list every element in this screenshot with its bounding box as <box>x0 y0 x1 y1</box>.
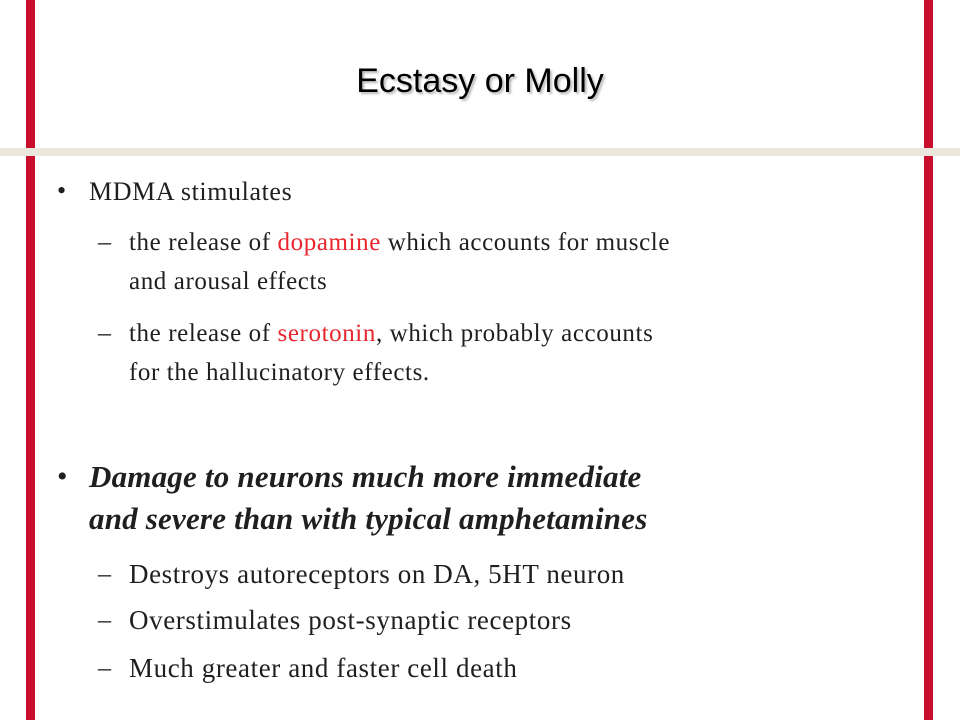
sub-1-2-pre: the release of <box>129 320 278 347</box>
sub-1-2-line1 <box>129 320 653 348</box>
bullet-marker: • <box>57 460 68 493</box>
sub-2-2: Overstimulates post-synaptic receptors <box>129 605 572 635</box>
sub-dash: – <box>98 605 111 634</box>
bullet-2-line2: and severe than with typical amphetamines <box>89 501 648 536</box>
bullet-2-line1: Damage to neurons much more immediate <box>89 459 642 494</box>
slide-title: Ecstasy or Molly <box>356 62 604 100</box>
sub-2-1: Destroys autoreceptors on DA, 5HT neuron <box>129 559 625 589</box>
sub-dash: – <box>98 653 111 682</box>
sub-1-1-line1 <box>129 229 670 257</box>
bullet-1-text: MDMA stimulates <box>89 177 293 206</box>
sub-1-1-line2: and arousal effects <box>129 268 328 295</box>
dopamine-highlight: dopamine <box>277 229 381 256</box>
bullet-marker: • <box>57 176 67 205</box>
sub-dash: – <box>98 227 111 256</box>
sub-1-2-line2: for the hallucinatory effects. <box>129 359 430 386</box>
sub-1-1-pre: the release of <box>129 229 278 256</box>
sub-1-1-post: which accounts for muscle <box>380 229 671 256</box>
sub-dash: – <box>98 559 111 588</box>
sub-dash: – <box>98 318 111 347</box>
serotonin-highlight: serotonin <box>277 320 376 347</box>
sub-1-2-post: , which probably accounts <box>375 320 654 347</box>
sub-2-3: Much greater and faster cell death <box>129 653 518 683</box>
